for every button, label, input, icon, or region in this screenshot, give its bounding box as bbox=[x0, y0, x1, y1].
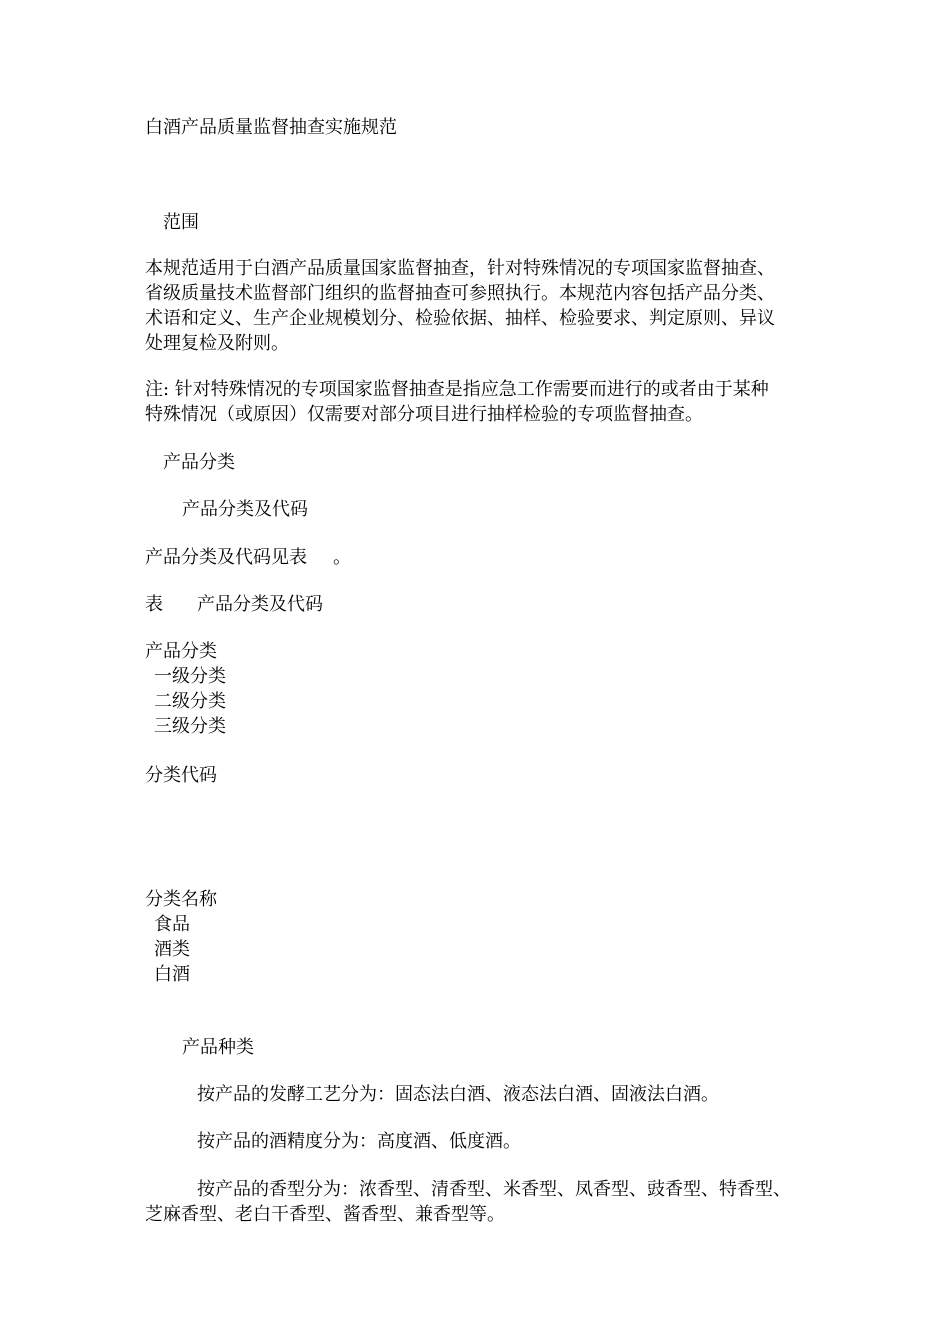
section-heading-classification: 产品分类 bbox=[163, 452, 235, 473]
table-caption bbox=[145, 592, 815, 617]
scope-note-line: 特殊情况（或原因）仅需要对部分项目进行抽样检验的专项监督抽查。 bbox=[145, 404, 703, 425]
scope-paragraph bbox=[145, 256, 815, 356]
document-title: 白酒产品质量监督抽查实施规范 bbox=[145, 117, 397, 138]
table-header-name: 分类名称 bbox=[145, 889, 217, 910]
table-cell-name: 酒类 bbox=[154, 939, 190, 960]
kind-item-aroma-line: 芝麻香型、老白干香型、酱香型、兼香型等。 bbox=[145, 1204, 505, 1225]
table-cell-level: 二级分类 bbox=[154, 691, 226, 712]
scope-paragraph-line: 处理复检及附则。 bbox=[145, 333, 289, 354]
section-heading-scope: 范围 bbox=[163, 212, 199, 233]
subsection-heading-class-code: 产品分类及代码 bbox=[182, 499, 308, 520]
table-header-code: 分类代码 bbox=[145, 765, 217, 786]
table-caption-text: 产品分类及代码 bbox=[197, 594, 323, 615]
kind-item-alcohol: 按产品的酒精度分为：高度酒、低度酒。 bbox=[197, 1131, 521, 1152]
table-cell-name: 白酒 bbox=[154, 964, 190, 985]
table-column-class bbox=[145, 639, 815, 739]
table-reference-text: 产品分类及代码见表 bbox=[145, 547, 307, 568]
table-column-name bbox=[145, 887, 815, 987]
table-cell-level: 一级分类 bbox=[154, 666, 226, 687]
scope-note bbox=[145, 377, 815, 427]
table-reference bbox=[145, 545, 815, 570]
subsection-heading-kind: 产品种类 bbox=[182, 1037, 254, 1058]
scope-note-line: 注: 针对特殊情况的专项国家监督抽查是指应急工作需要而进行的或者由于某种 bbox=[145, 379, 769, 400]
table-cell-name: 食品 bbox=[154, 914, 190, 935]
table-header-class: 产品分类 bbox=[145, 641, 217, 662]
scope-paragraph-line: 省级质量技术监督部门组织的监督抽查可参照执行。本规范内容包括产品分类、 bbox=[145, 283, 775, 304]
table-reference-end: 。 bbox=[333, 547, 351, 568]
kind-item-fermentation: 按产品的发酵工艺分为：固态法白酒、液态法白酒、固液法白酒。 bbox=[197, 1084, 719, 1105]
kind-item-aroma-line: 按产品的香型分为：浓香型、清香型、米香型、凤香型、豉香型、特香型、 bbox=[197, 1179, 791, 1200]
table-cell-level: 三级分类 bbox=[154, 716, 226, 737]
scope-paragraph-line: 本规范适用于白酒产品质量国家监督抽查，针对特殊情况的专项国家监督抽查、 bbox=[145, 258, 775, 279]
kind-item-aroma bbox=[145, 1177, 815, 1227]
scope-paragraph-line: 术语和定义、生产企业规模划分、检验依据、抽样、检验要求、判定原则、异议 bbox=[145, 308, 775, 329]
table-caption-prefix: 表 bbox=[145, 594, 163, 615]
